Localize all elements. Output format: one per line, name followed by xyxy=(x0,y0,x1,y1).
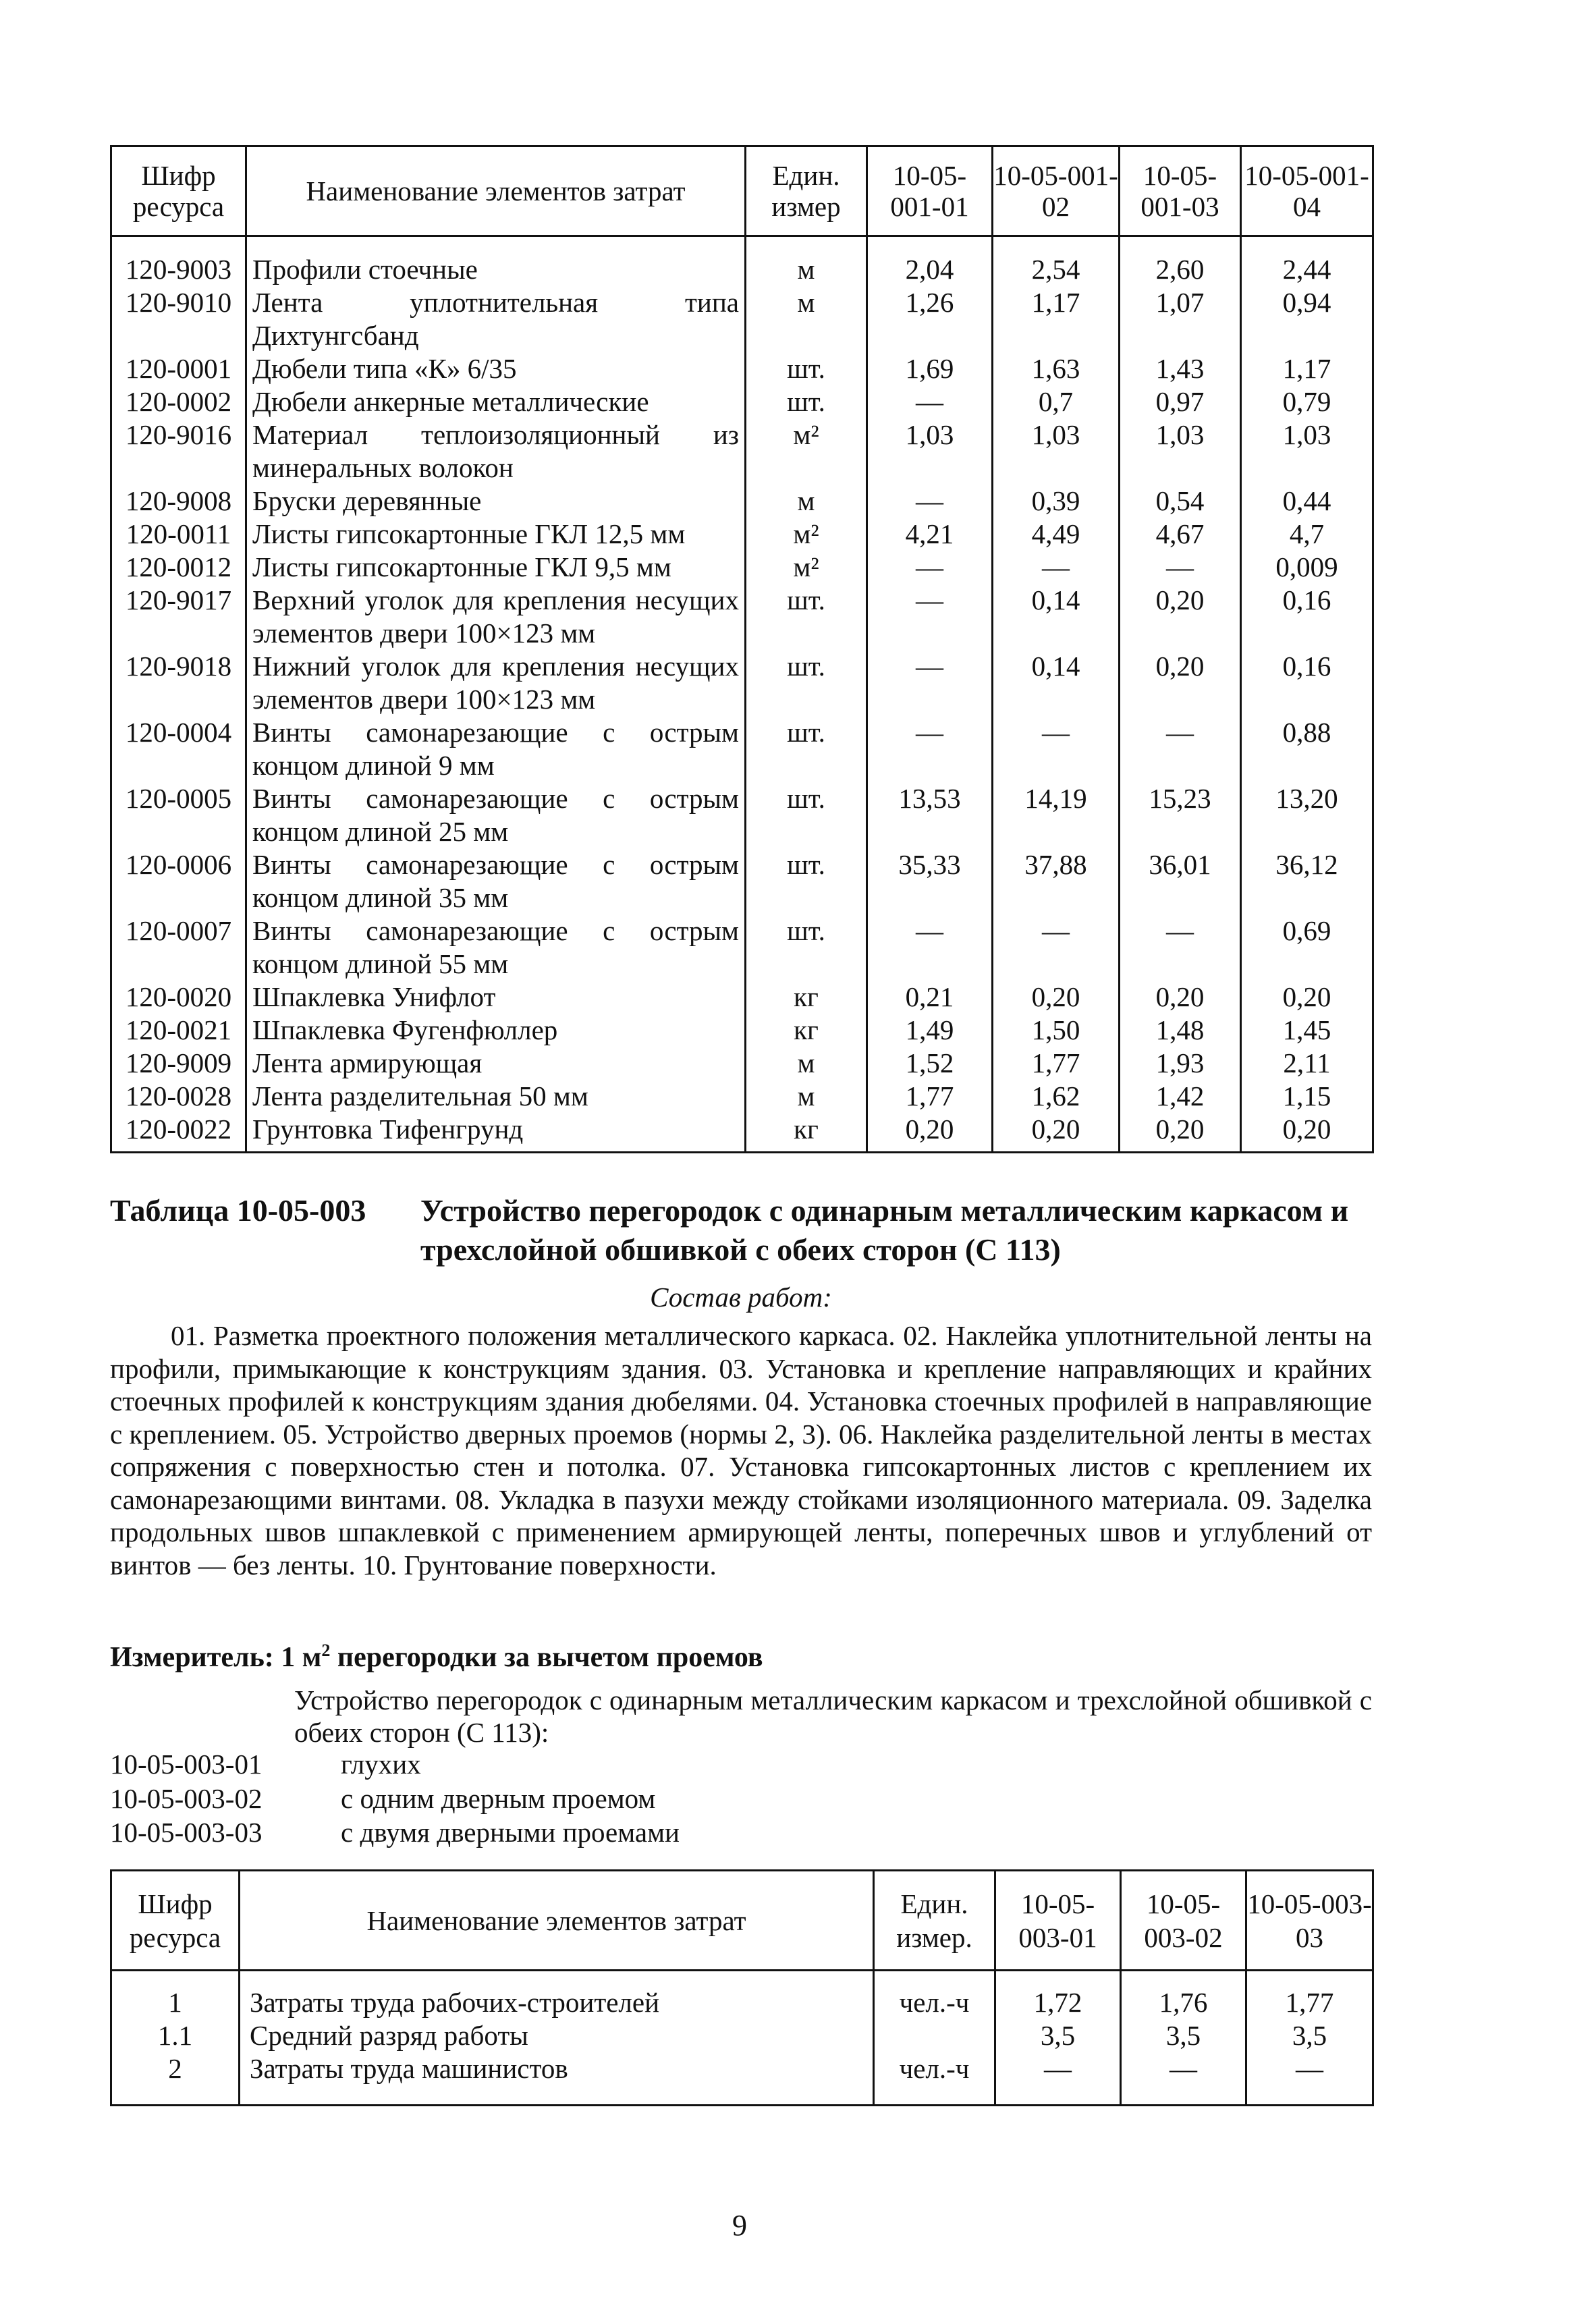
table-row xyxy=(111,236,1373,287)
resource-code-cell: 120-0020 xyxy=(111,981,246,1014)
norm-value-cell: — xyxy=(993,914,1120,981)
norm-value-cell: 1,63 xyxy=(993,352,1120,385)
cost-element-name-cell: Верхний уголок для крепления несущих элементов двери 100×123 мм xyxy=(246,584,746,650)
norm-value-cell: 0,16 xyxy=(1241,650,1373,716)
unit-cell: шт. xyxy=(746,716,867,782)
cost-element-name-cell: Лента армирующая xyxy=(246,1047,746,1080)
norm-value-cell: 1,07 xyxy=(1120,286,1241,352)
table-row xyxy=(111,1080,1373,1113)
norm-value-cell: 1,50 xyxy=(993,1014,1120,1047)
norm-value-cell: 0,97 xyxy=(1120,385,1241,418)
norm-value-cell: 36,01 xyxy=(1120,848,1241,914)
unit-cell: м xyxy=(746,1047,867,1080)
page-number: 9 xyxy=(732,2209,747,2242)
norm-value-cell: 0,94 xyxy=(1241,286,1373,352)
norm-value-cell: 36,12 xyxy=(1241,848,1373,914)
table-header-row xyxy=(111,146,1373,236)
norm-value-cell: 0,69 xyxy=(1241,914,1373,981)
norm-value-cell: 1,77 xyxy=(867,1080,993,1113)
resource-code-cell: 120-0002 xyxy=(111,385,246,418)
norm-value-cell: — xyxy=(995,2052,1121,2106)
table-row xyxy=(111,1047,1373,1080)
norm-value-cell: 0,16 xyxy=(1241,584,1373,650)
norm-value-cell: 3,5 xyxy=(1121,2019,1246,2052)
table-row xyxy=(111,2052,1373,2106)
unit-cell: м xyxy=(746,286,867,352)
unit-cell: м² xyxy=(746,518,867,551)
header-resource-code: Шифр ресурса xyxy=(111,146,246,236)
variant-code: 10-05-003-01 xyxy=(110,1749,263,1780)
unit-cell: шт. xyxy=(746,385,867,418)
cost-element-name-cell: Винты самонарезающие с острым концом длиной 35 мм xyxy=(246,848,746,914)
table-row xyxy=(111,650,1373,716)
table-row xyxy=(111,914,1373,981)
norm-value-cell: 2,44 xyxy=(1241,236,1373,287)
cost-element-name-cell: Листы гипсокартонные ГКЛ 9,5 мм xyxy=(246,551,746,584)
table-row xyxy=(111,551,1373,584)
cost-element-name-cell: Грунтовка Тифенгрунд xyxy=(246,1113,746,1153)
norm-value-cell: 0,88 xyxy=(1241,716,1373,782)
unit-cell: шт. xyxy=(746,914,867,981)
norm-value-cell: — xyxy=(867,716,993,782)
norm-value-cell: 1,72 xyxy=(995,1971,1121,2020)
header-norm-03: 10-05-001-03 xyxy=(1120,146,1241,236)
variant-code: 10-05-003-02 xyxy=(110,1783,263,1814)
table-row xyxy=(111,782,1373,848)
norm-value-cell: 0,14 xyxy=(993,584,1120,650)
norm-value-cell: 37,88 xyxy=(993,848,1120,914)
resource-code-cell: 120-0001 xyxy=(111,352,246,385)
resource-code-cell: 120-9017 xyxy=(111,584,246,650)
table-row xyxy=(111,286,1373,352)
table-row xyxy=(111,584,1373,650)
cost-element-name-cell: Материал теплоизоляционный из минеральных волокон xyxy=(246,418,746,485)
unit-cell: кг xyxy=(746,981,867,1014)
cost-element-name-cell: Лента уплотнительная типа Дихтунгсбанд xyxy=(246,286,746,352)
cost-element-name-cell: Шпаклевка Фугенфюллер xyxy=(246,1014,746,1047)
table-row xyxy=(111,418,1373,485)
cost-element-name-cell: Лента разделительная 50 мм xyxy=(246,1080,746,1113)
table-row xyxy=(111,716,1373,782)
measure-superscript: 2 xyxy=(321,1641,331,1660)
norm-value-cell: 1,49 xyxy=(867,1014,993,1047)
resource-code-cell: 1 xyxy=(111,1971,240,2020)
header-resource-code: Шифр ресурса xyxy=(111,1871,240,1971)
norm-value-cell: 1,48 xyxy=(1120,1014,1241,1047)
cost-element-name-cell: Профили стоечные xyxy=(246,236,746,287)
unit-cell: кг xyxy=(746,1113,867,1153)
norm-value-cell: 0,20 xyxy=(1241,1113,1373,1153)
table-row xyxy=(111,518,1373,551)
resource-code-cell: 120-0007 xyxy=(111,914,246,981)
norm-value-cell: 1,17 xyxy=(1241,352,1373,385)
norm-value-cell: 1,17 xyxy=(993,286,1120,352)
norm-value-cell: — xyxy=(1120,551,1241,584)
measure-rest: перегородки за вычетом проемов xyxy=(330,1642,763,1673)
norm-value-cell: 4,67 xyxy=(1120,518,1241,551)
unit-cell: м xyxy=(746,236,867,287)
unit-cell: шт. xyxy=(746,650,867,716)
header-unit: Един. измер xyxy=(746,146,867,236)
works-heading: Состав работ: xyxy=(650,1282,832,1313)
norm-value-cell: 0,20 xyxy=(867,1113,993,1153)
norm-value-cell: 1,03 xyxy=(1120,418,1241,485)
norm-value-cell: 2,04 xyxy=(867,236,993,287)
resource-code-cell: 120-0022 xyxy=(111,1113,246,1153)
norm-value-cell: 1,43 xyxy=(1120,352,1241,385)
norm-value-cell: 0,54 xyxy=(1120,485,1241,518)
norm-value-cell: 1,03 xyxy=(867,418,993,485)
header-norm-01: 10-05-003-01 xyxy=(995,1871,1121,1971)
norm-value-cell: 4,7 xyxy=(1241,518,1373,551)
header-norm-01: 10-05-001-01 xyxy=(867,146,993,236)
unit-cell: м xyxy=(746,1080,867,1113)
unit-cell: шт. xyxy=(746,352,867,385)
variant-description: с двумя дверными проемами xyxy=(341,1817,680,1848)
norm-value-cell: 0,20 xyxy=(1120,1113,1241,1153)
table-row xyxy=(111,2019,1373,2052)
works-description: 01. Разметка проектного положения металлического каркаса. 02. Наклейка уплотнительной ленты на профили, примыкающие к конструкциям здания. 03. Установка и крепление направляющих и крайних стоечных профилей к конструкциям здания дюбелями. 04. Установка стоечных профилей в направляющие с креплением. 05. Устройство дверных проемов (нормы 2, 3). 06. Наклейка разделительной ленты в местах сопряжения с поверхностью стен и потолка. 07. Установка гипсокартонных листов с креплением их самонарезающими винтами. 08. Укладка в пазухи между стойками изоляционного материала. 09. Заделка продольных швов шпаклевкой с применением армирующей ленты, поперечных швов и углублений от винтов — без ленты. 10. Грунтование поверхности. xyxy=(110,1320,1372,1581)
resource-code-cell: 120-9018 xyxy=(111,650,246,716)
norm-value-cell: 0,21 xyxy=(867,981,993,1014)
resource-table-001 xyxy=(110,145,1374,1153)
norm-value-cell: 15,23 xyxy=(1120,782,1241,848)
norm-value-cell: — xyxy=(993,551,1120,584)
norm-value-cell: 0,009 xyxy=(1241,551,1373,584)
resource-code-cell: 120-0006 xyxy=(111,848,246,914)
table-row xyxy=(111,385,1373,418)
norm-value-cell: 1,62 xyxy=(993,1080,1120,1113)
norm-value-cell: — xyxy=(1120,914,1241,981)
norm-value-cell: 1,52 xyxy=(867,1047,993,1080)
norm-value-cell: 0,20 xyxy=(993,981,1120,1014)
resource-code-cell: 1.1 xyxy=(111,2019,240,2052)
cost-element-name-cell: Нижний уголок для крепления несущих элементов двери 100×123 мм xyxy=(246,650,746,716)
norm-value-cell: — xyxy=(993,716,1120,782)
cost-element-name-cell: Винты самонарезающие с острым концом длиной 9 мм xyxy=(246,716,746,782)
cost-element-name-cell: Бруски деревянные xyxy=(246,485,746,518)
cost-element-name-cell: Винты самонарезающие с острым концом длиной 55 мм xyxy=(246,914,746,981)
table-number: Таблица 10-05-003 xyxy=(110,1193,366,1228)
unit-cell: кг xyxy=(746,1014,867,1047)
norm-value-cell: 0,20 xyxy=(1120,584,1241,650)
header-cost-element-name: Наименование элементов затрат xyxy=(246,146,746,236)
norm-value-cell: 1,45 xyxy=(1241,1014,1373,1047)
cost-element-name-cell: Затраты труда машинистов xyxy=(240,2052,874,2106)
norm-value-cell: — xyxy=(1246,2052,1373,2106)
resource-code-cell: 120-0011 xyxy=(111,518,246,551)
norm-value-cell: 13,20 xyxy=(1241,782,1373,848)
norm-value-cell: 0,39 xyxy=(993,485,1120,518)
norm-value-cell: — xyxy=(867,584,993,650)
header-unit: Един. измер. xyxy=(874,1871,995,1971)
resource-code-cell: 2 xyxy=(111,2052,240,2106)
norm-value-cell: 4,49 xyxy=(993,518,1120,551)
norm-value-cell: 13,53 xyxy=(867,782,993,848)
norm-value-cell: 0,14 xyxy=(993,650,1120,716)
unit-cell: шт. xyxy=(746,782,867,848)
variant-code: 10-05-003-03 xyxy=(110,1817,263,1848)
header-norm-02: 10-05-003-02 xyxy=(1121,1871,1246,1971)
measure-unit xyxy=(110,1640,1372,1675)
table-row xyxy=(111,352,1373,385)
norm-value-cell: 4,21 xyxy=(867,518,993,551)
resource-table-003 xyxy=(110,1869,1374,2106)
norm-value-cell: 2,54 xyxy=(993,236,1120,287)
resource-code-cell: 120-0021 xyxy=(111,1014,246,1047)
cost-element-name-cell: Шпаклевка Унифлот xyxy=(246,981,746,1014)
table-row xyxy=(111,848,1373,914)
header-norm-02: 10-05-001-02 xyxy=(993,146,1120,236)
norm-value-cell: — xyxy=(867,485,993,518)
norm-value-cell: 0,44 xyxy=(1241,485,1373,518)
table-title: Устройство перегородок с одинарным металлическим каркасом и трехслойной обшивкой с обеих сторон (С 113) xyxy=(420,1193,1349,1267)
resource-code-cell: 120-0005 xyxy=(111,782,246,848)
unit-cell: м² xyxy=(746,418,867,485)
norm-value-cell: 0,7 xyxy=(993,385,1120,418)
resource-code-cell: 120-9003 xyxy=(111,236,246,287)
unit-cell: чел.-ч xyxy=(874,1971,995,2020)
norm-value-cell: 1,77 xyxy=(1246,1971,1373,2020)
cost-element-name-cell: Средний разряд работы xyxy=(240,2019,874,2052)
table-row xyxy=(111,981,1373,1014)
norm-value-cell: 0,79 xyxy=(1241,385,1373,418)
norm-value-cell: 3,5 xyxy=(995,2019,1121,2052)
norm-value-cell: — xyxy=(867,914,993,981)
cost-element-name-cell: Винты самонарезающие с острым концом длиной 25 мм xyxy=(246,782,746,848)
norm-value-cell: — xyxy=(867,650,993,716)
resource-code-cell: 120-9009 xyxy=(111,1047,246,1080)
norm-value-cell: — xyxy=(1121,2052,1246,2106)
norm-value-cell: 0,20 xyxy=(1120,650,1241,716)
norm-value-cell: 0,20 xyxy=(993,1113,1120,1153)
header-norm-04: 10-05-001-04 xyxy=(1241,146,1373,236)
header-cost-element-name: Наименование элементов затрат xyxy=(240,1871,874,1971)
variant-description: глухих xyxy=(341,1749,421,1780)
table-body xyxy=(111,236,1373,1153)
norm-value-cell: 2,60 xyxy=(1120,236,1241,287)
norm-value-cell: 1,42 xyxy=(1120,1080,1241,1113)
norm-value-cell: 14,19 xyxy=(993,782,1120,848)
norm-value-cell: — xyxy=(867,385,993,418)
table-row xyxy=(111,1971,1373,2020)
table-header-row xyxy=(111,1871,1373,1971)
norm-value-cell: — xyxy=(1120,716,1241,782)
resource-code-cell: 120-9010 xyxy=(111,286,246,352)
resource-code-cell: 120-0004 xyxy=(111,716,246,782)
table-row xyxy=(111,485,1373,518)
norm-value-cell: 1,69 xyxy=(867,352,993,385)
unit-cell: м xyxy=(746,485,867,518)
norm-value-cell: 2,11 xyxy=(1241,1047,1373,1080)
resource-code-cell: 120-9008 xyxy=(111,485,246,518)
norm-value-cell: 1,15 xyxy=(1241,1080,1373,1113)
resource-code-cell: 120-9016 xyxy=(111,418,246,485)
unit-cell xyxy=(874,2019,995,2052)
unit-cell: шт. xyxy=(746,848,867,914)
unit-cell: шт. xyxy=(746,584,867,650)
norm-value-cell: 35,33 xyxy=(867,848,993,914)
norm-value-cell: 3,5 xyxy=(1246,2019,1373,2052)
table-row xyxy=(111,1113,1373,1153)
table-row xyxy=(111,1014,1373,1047)
norm-value-cell: 1,76 xyxy=(1121,1971,1246,2020)
norm-value-cell: 1,26 xyxy=(867,286,993,352)
norm-value-cell: 1,03 xyxy=(993,418,1120,485)
header-norm-03: 10-05-003-03 xyxy=(1246,1871,1373,1971)
norm-value-cell: 0,20 xyxy=(1241,981,1373,1014)
variant-description: с одним дверным проемом xyxy=(341,1783,656,1814)
norm-value-cell: 1,77 xyxy=(993,1047,1120,1080)
norm-value-cell: 1,93 xyxy=(1120,1047,1241,1080)
norm-value-cell: — xyxy=(867,551,993,584)
resource-code-cell: 120-0012 xyxy=(111,551,246,584)
unit-cell: м² xyxy=(746,551,867,584)
norm-value-cell: 1,03 xyxy=(1241,418,1373,485)
resource-code-cell: 120-0028 xyxy=(111,1080,246,1113)
unit-cell: чел.-ч xyxy=(874,2052,995,2106)
variants-intro: Устройство перегородок с одинарным металлическим каркасом и трехслойной обшивкой с обеих сторон (С 113): xyxy=(294,1684,1372,1748)
cost-element-name-cell: Дюбели анкерные металлические xyxy=(246,385,746,418)
cost-element-name-cell: Дюбели типа «К» 6/35 xyxy=(246,352,746,385)
norm-value-cell: 0,20 xyxy=(1120,981,1241,1014)
cost-element-name-cell: Затраты труда рабочих-строителей xyxy=(240,1971,874,2020)
cost-element-name-cell: Листы гипсокартонные ГКЛ 12,5 мм xyxy=(246,518,746,551)
measure-label: Измеритель: 1 м xyxy=(110,1642,322,1673)
table-body xyxy=(111,1971,1373,2106)
